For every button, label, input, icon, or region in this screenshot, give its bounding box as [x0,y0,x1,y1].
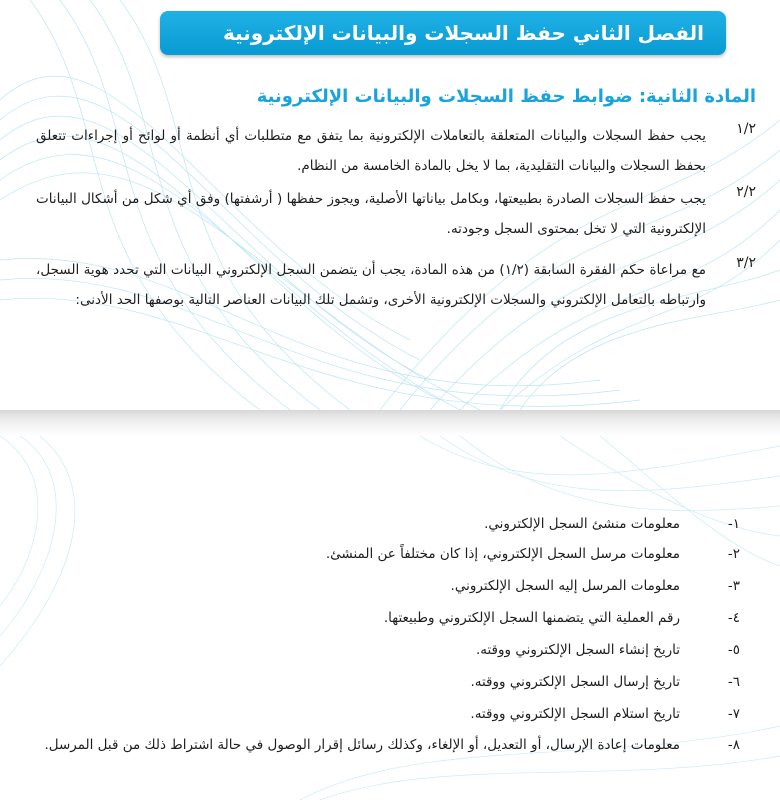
page-separator [0,410,780,436]
clause-text: يجب حفظ السجلات الصادرة بطبيعتها، وبكامل بياناتها الأصلية، ويجوز حفظها ( أرشفتها) وفق أي شكل من أشكال البيانات الإلكترونية التي لا تخل بمحتوى السجل وجودته. [36,191,706,237]
document-page-2 [0,436,780,800]
clause-item [36,255,756,315]
list-item-text: معلومات مرسل السجل الإلكتروني، إذا كان مختلفاً عن المنشئ. [325,546,680,562]
list-item-number: ٢- [727,546,740,562]
clause-text: يجب حفظ السجلات والبيانات المتعلقة بالتعاملات الإلكترونية بما يتفق مع متطلبات أي أنظمة أو لوائح أو إجراءات تتعلق بحفظ السجلات والبيانات التقليدية، بما لا يخل بالمادة الخامسة من النظام. [36,128,706,174]
list-item-text: معلومات إعادة الإرسال، أو التعديل، أو الإلغاء، وكذلك رسائل إقرار الوصول في حالة اشتراط ذلك من قبل المرسل. [44,737,680,753]
clause-item [36,184,756,244]
list-item [40,538,740,570]
clause-number: ٣/٢ [736,255,756,271]
list-item-number: ٥- [727,642,740,658]
list-item [40,508,740,540]
clause-number: ٢/٢ [736,184,756,200]
list-item-number: ٨- [727,737,740,753]
clause-text: مع مراعاة حكم الفقرة السابقة (١/٢) من هذه المادة، يجب أن يتضمن السجل الإلكتروني البيانات التي تحدد هوية السجل، وارتباطه بالتعامل الإلكتروني والسجلات الإلكترونية الأخرى، وتشمل تلك البيانات العناصر التالية بوصفها الحد الأدنى: [36,262,706,308]
list-item-number: ٣- [727,578,740,594]
chapter-title-banner: الفصل الثاني حفظ السجلات والبيانات الإلكترونية [160,11,726,55]
list-item [40,666,740,698]
list-item-number: ٦- [727,674,740,690]
list-item [40,730,740,761]
list-item-text: معلومات المرسل إليه السجل الإلكتروني. [450,578,680,594]
list-item [40,570,740,602]
clause-item [36,121,756,181]
list-item [40,698,740,730]
list-item-number: ٤- [727,610,740,626]
list-item-text: تاريخ إنشاء السجل الإلكتروني ووقته. [475,642,680,658]
list-item [40,602,740,634]
article-title: المادة الثانية: ضوابط حفظ السجلات والبيانات الإلكترونية [256,86,756,107]
list-item-text: تاريخ إرسال السجل الإلكتروني ووقته. [470,674,680,690]
clause-number: ١/٢ [736,121,756,137]
list-item-number: ١- [727,516,740,532]
list-item [40,634,740,666]
list-item-text: رقم العملية التي يتضمنها السجل الإلكتروني وطبيعتها. [383,610,680,626]
list-item-text: تاريخ استلام السجل الإلكتروني ووقته. [470,706,680,722]
list-item-number: ٧- [727,706,740,722]
list-item-text: معلومات منشئ السجل الإلكتروني. [484,516,680,532]
